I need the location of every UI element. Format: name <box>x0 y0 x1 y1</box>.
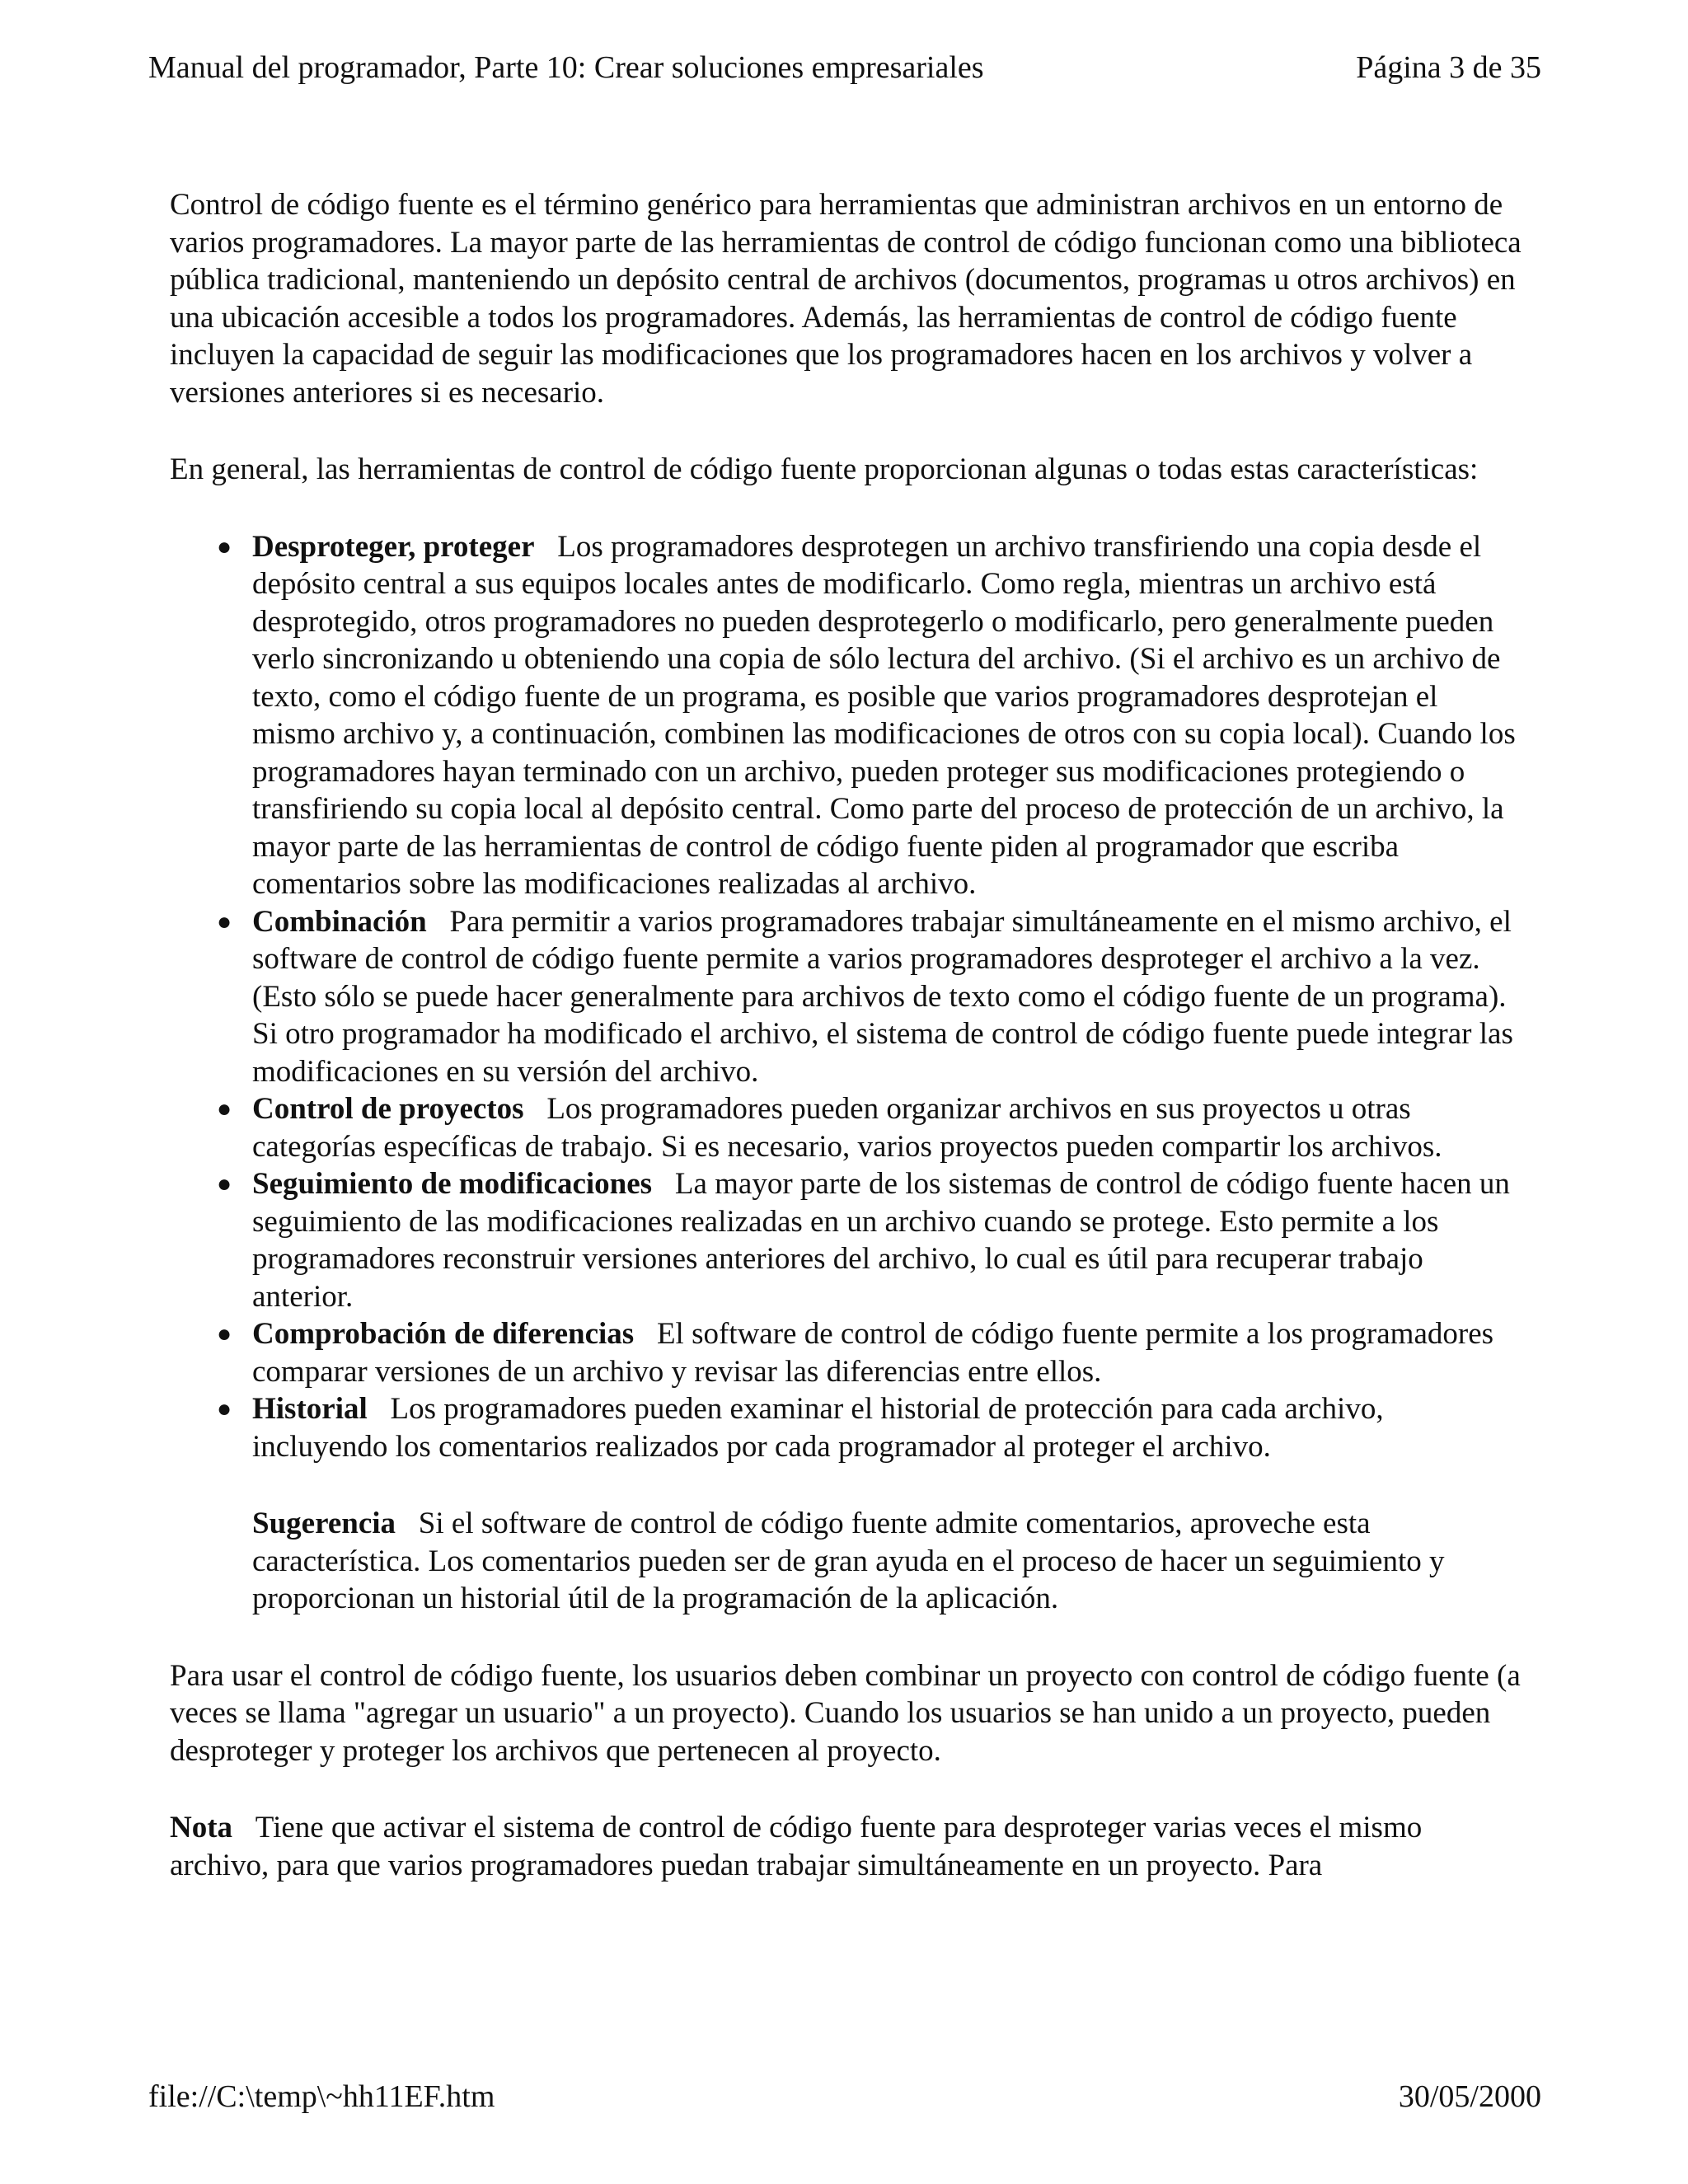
bullet-icon: ● <box>217 532 232 560</box>
usage-paragraph: Para usar el control de código fuente, los usuarios deben combinar un proyecto con control de código fuente (a veces se llama "agregar un usuario" a un proyecto). Cuando los usuarios se han unido a un proyecto, pueden desproteger y proteger los archivos que pertenecen al proyecto. <box>170 1658 1521 1768</box>
feature-term: Historial <box>252 1392 368 1426</box>
list-item <box>217 1390 1522 1465</box>
file-path: file://C:\temp\~hh11EF.htm <box>148 2079 495 2114</box>
feature-term: Desproteger, proteger <box>252 529 535 564</box>
page-header <box>148 48 1541 94</box>
intro-paragraph: Control de código fuente es el término genérico para herramientas que administran archivos en un entorno de varios programadores. La mayor parte de las herramientas de control de código funcionan como una biblioteca pública tradicional, manteniendo un depósito central de archivos (documentos, programas u otros archivos) en una ubicación accesible a todos los programadores. Además, las herramientas de control de código fuente incluyen la capacidad de seguir las modificaciones que los programadores hacen en los archivos y volver a versiones anteriores si es necesario. <box>170 188 1522 410</box>
feature-text: La mayor parte de los sistemas de control de código fuente hacen un seguimiento de las modificaciones realizadas en un archivo cuando se protege. Esto permite a los programadores reconstruir versiones anteriores del archivo, lo cual es útil para recuperar trabajo anterior. <box>252 1167 1510 1314</box>
feature-term: Comprobación de diferencias <box>252 1317 635 1351</box>
list-item <box>217 1315 1522 1390</box>
tip-text: Si el software de control de código fuente admite comentarios, aproveche esta característica. Los comentarios pueden ser de gran ayuda en el proceso de hacer un seguimiento y proporcionan un historial útil de la programación de la aplicación. <box>252 1507 1445 1615</box>
features-intro-paragraph: En general, las herramientas de control de código fuente proporcionan algunas o todas estas características: <box>170 452 1479 486</box>
page-number: Página 3 de 35 <box>1356 50 1541 85</box>
note-paragraph <box>170 1809 1522 1884</box>
bullet-icon: ● <box>217 1320 232 1347</box>
bullet-icon: ● <box>217 1095 232 1122</box>
features-list <box>170 528 1522 1466</box>
feature-term: Combinación <box>252 904 427 939</box>
feature-text: Los programadores pueden organizar archivos en sus proyectos u otras categorías específicas de trabajo. Si es necesario, varios proyectos pueden compartir los archivos. <box>252 1092 1442 1164</box>
list-item <box>217 903 1522 1091</box>
note-term: Nota <box>170 1811 233 1844</box>
tip-term: Sugerencia <box>252 1507 396 1540</box>
page-footer <box>148 2077 1541 2123</box>
bullet-icon: ● <box>217 1395 232 1422</box>
feature-text: El software de control de código fuente permite a los programadores comparar versiones de un archivo y revisar las diferencias entre ellos. <box>252 1317 1494 1389</box>
tip-paragraph <box>252 1505 1522 1618</box>
feature-term: Seguimiento de modificaciones <box>252 1167 653 1201</box>
bullet-icon: ● <box>217 1170 232 1197</box>
feature-term: Control de proyectos <box>252 1092 524 1126</box>
bullet-icon: ● <box>217 907 232 935</box>
feature-text: Los programadores desprotegen un archivo transfiriendo una copia desde el depósito central a sus equipos locales antes de modificarlo. Como regla, mientras un archivo está desprotegido, otros programadores no pueden desprotegerlo o modificarlo, pero generalmente pueden verlo sincronizando u obteniendo una copia de sólo lectura del archivo. (Si el archivo es un archivo de texto, como el código fuente de un programa, es posible que varios programadores desprotejan el mismo archivo y, a continuación, combinen las modificaciones de otros con su copia local). Cuando los programadores hayan terminado con un archivo, pueden proteger sus modificaciones protegiendo o transfiriendo su copia local al depósito central. Como parte del proceso de protección de un archivo, la mayor parte de las herramientas de control de código fuente piden al programador que escriba comentarios sobre las modificaciones realizadas al archivo. <box>252 529 1516 901</box>
document-title: Manual del programador, Parte 10: Crear soluciones empresariales <box>148 50 984 85</box>
note-text: Tiene que activar el sistema de control de código fuente para desproteger varias veces el mismo archivo, para que varios programadores puedan trabajar simultáneamente en un proyecto. Para <box>170 1811 1423 1882</box>
list-item <box>217 1165 1522 1315</box>
document-body <box>170 186 1522 1884</box>
feature-text: Los programadores pueden examinar el historial de protección para cada archivo, incluyendo los comentarios realizados por cada programador al proteger el archivo. <box>252 1392 1384 1464</box>
feature-text: Para permitir a varios programadores trabajar simultáneamente en el mismo archivo, el software de control de código fuente permite a varios programadores desproteger el archivo a la vez. (Esto sólo se puede hacer generalmente para archivos de texto como el código fuente de un programa). Si otro programador ha modificado el archivo, el sistema de control de código fuente puede integrar las modificaciones en su versión del archivo. <box>252 904 1513 1089</box>
list-item <box>217 1090 1522 1165</box>
print-date: 30/05/2000 <box>1398 2079 1541 2114</box>
list-item <box>217 528 1522 903</box>
